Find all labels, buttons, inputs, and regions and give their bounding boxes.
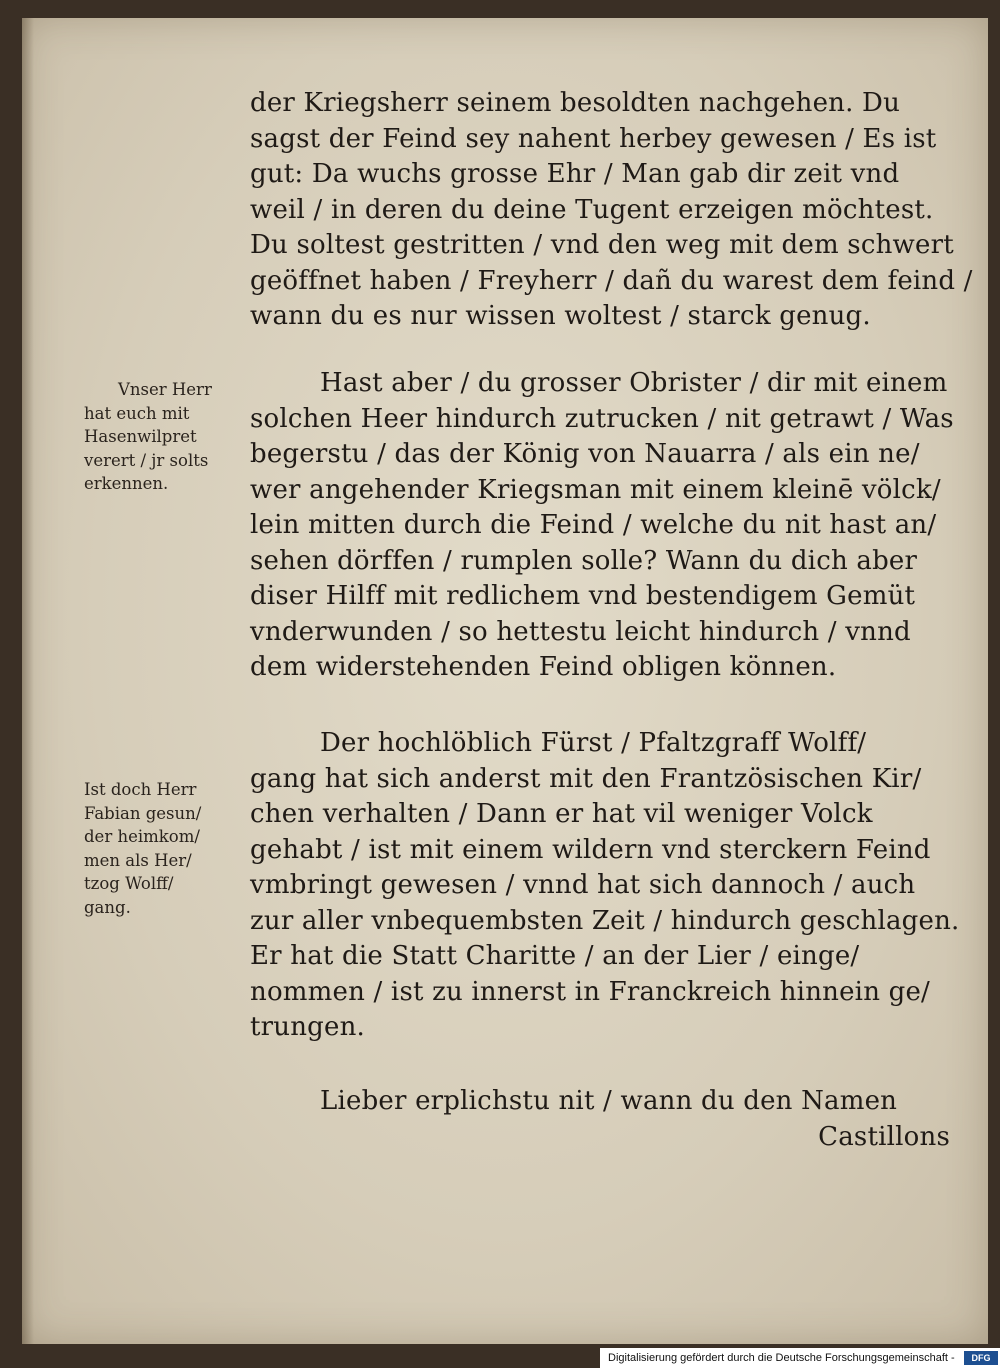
note-line: men als Her/ <box>84 850 192 870</box>
margin-note-1 <box>84 378 249 496</box>
paragraph-2 <box>250 366 954 686</box>
note-line: tzog Wolff/ <box>84 874 174 893</box>
paragraph-4 <box>250 1084 950 1155</box>
text-line: Hast aber / du grosser Obrister / dir mit einem <box>320 368 948 398</box>
note-line: erkennen. <box>84 474 169 493</box>
funding-credit: Digitalisierung gefördert durch die Deutsche Forschungsgemeinschaft - <box>608 1352 955 1364</box>
text-line: Der hochlöblich Fürst / Pfaltzgraff Wolff/ <box>320 728 867 758</box>
text-line: wann du es nur wissen woltest / starck genug. <box>250 301 871 331</box>
note-line: Vnser Herr <box>118 380 212 399</box>
paragraph-3 <box>250 726 960 1046</box>
text-line: weil / in deren du deine Tugent erzeigen möchtest. <box>250 194 934 225</box>
margin-note-2 <box>84 778 249 919</box>
text-line: chen verhalten / Dann er hat vil weniger Volck <box>250 799 873 829</box>
text-line: gang hat sich anderst mit den Frantzösischen Kir/ <box>250 763 922 794</box>
text-line: solchen Heer hindurch zutrucken / nit getrawt / Was <box>250 403 954 434</box>
digitization-footer <box>600 1348 1000 1368</box>
text-line: sagst der Feind sey nahent herbey gewesen / Es ist <box>250 123 937 154</box>
note-line: hat euch mit <box>84 403 190 423</box>
text-line: wer angehender Kriegsman mit einem kleinē völck/ <box>250 474 941 505</box>
note-line: Ist doch Herr <box>84 780 197 799</box>
text-line: nommen / ist zu innerst in Franckreich hinnein ge/ <box>250 976 930 1007</box>
text-line: zur aller vnbequembsten Zeit / hindurch geschlagen. <box>250 905 960 936</box>
catchword: Castillons <box>818 1121 950 1152</box>
text-line: begerstu / das der König von Nauarra / als ein ne/ <box>250 439 920 469</box>
text-line: dem widerstehenden Feind obligen können. <box>250 652 837 682</box>
page-shadow <box>22 18 34 1344</box>
text-line: Er hat die Statt Charitte / an der Lier / einge/ <box>250 941 860 971</box>
text-line: gehabt / ist mit einem wildern vnd sterckern Feind <box>250 834 931 865</box>
text-line: Lieber erplichstu nit / wann du den Namen <box>320 1086 898 1116</box>
text-line: diser Hilff mit redlichem vnd bestendigem Gemüt <box>250 581 916 611</box>
note-line: gang. <box>84 897 131 917</box>
text-line: vmbringt gewesen / vnnd hat sich dannoch / auch <box>250 870 916 900</box>
note-line: verert / jr solts <box>84 450 209 470</box>
text-line: Du soltest gestritten / vnd den weg mit dem schwert <box>250 230 954 260</box>
text-line: vnderwunden / so hettestu leicht hindurch / vnnd <box>250 616 911 647</box>
text-line: trungen. <box>250 1012 366 1042</box>
dfg-logo-icon: DFG <box>964 1351 998 1365</box>
text-line: lein mitten durch die Feind / welche du nit hast an/ <box>250 510 937 540</box>
text-line: sehen dörffen / rumplen solle? Wann du dich aber <box>250 545 918 576</box>
note-line: Fabian gesun/ <box>84 803 202 823</box>
paragraph-1 <box>250 86 973 335</box>
text-line: gut: Da wuchs grosse Ehr / Man gab dir zeit vnd <box>250 159 900 189</box>
note-line: Hasenwilpret <box>84 427 197 446</box>
note-line: der heimkom/ <box>84 827 200 846</box>
text-line: geöffnet haben / Freyherr / dañ du warest dem feind / <box>250 265 973 296</box>
text-line: der Kriegsherr seinem besoldten nachgehen. Du <box>250 88 901 118</box>
